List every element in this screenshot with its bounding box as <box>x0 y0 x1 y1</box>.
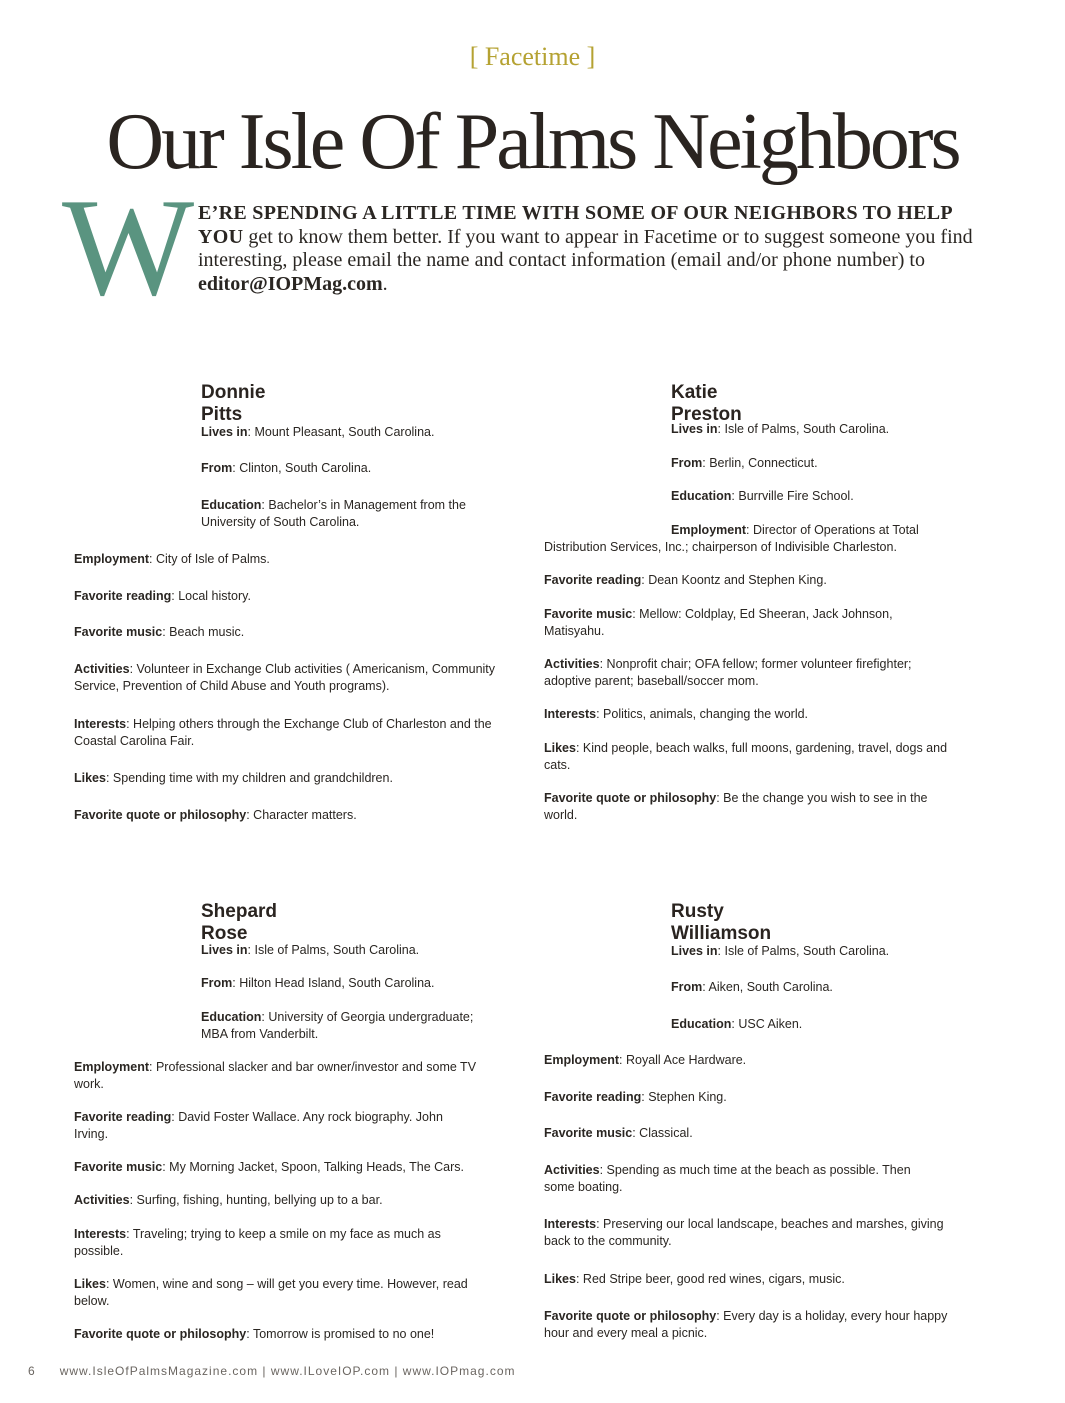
field-education: Education: University of Georgia undergraduate; MBA from Vanderbilt. <box>201 1010 474 1041</box>
profile-name: Katie Preston <box>671 382 742 425</box>
field-favorite-reading: Favorite reading: Stephen King. <box>544 1090 727 1104</box>
field-favorite-reading: Favorite reading: Local history. <box>74 589 251 603</box>
field-favorite-music: Favorite music: Classical. <box>544 1126 693 1140</box>
field-lives-in: Lives in: Isle of Palms, South Carolina. <box>671 422 890 436</box>
field-favorite-music: Favorite music: Beach music. <box>74 625 245 639</box>
field-favorite-quote: Favorite quote or philosophy: Be the change you wish to see in the world. <box>544 791 928 822</box>
field-favorite-quote: Favorite quote or philosophy: Tomorrow is promised to no one! <box>74 1327 435 1341</box>
field-activities: Activities: Nonprofit chair; OFA fellow; former volunteer firefighter; adoptive parent; baseball/soccer mom. <box>544 657 912 688</box>
field-education: Education: Bachelor’s in Management from the University of South Carolina. <box>201 498 466 529</box>
profile-name: Shepard Rose <box>201 901 278 944</box>
profile-name: Rusty Williamson <box>671 901 772 944</box>
field-education: Education: Burrville Fire School. <box>671 489 854 503</box>
field-favorite-reading: Favorite reading: David Foster Wallace. Any rock biography. John Irving. <box>74 1110 443 1141</box>
field-activities: Activities: Volunteer in Exchange Club activities ( Americanism, Community Service, Prevention of Child Abuse and Youth programs). <box>74 662 496 693</box>
footer-links[interactable]: www.IsleOfPalmsMagazine.com | www.ILoveIOP.com | www.IOPmag.com <box>59 1364 516 1378</box>
field-favorite-reading: Favorite reading: Dean Koontz and Stephen King. <box>544 573 827 587</box>
field-from: From: Clinton, South Carolina. <box>201 461 372 475</box>
field-activities: Activities: Surfing, fishing, hunting, bellying up to a bar. <box>74 1193 383 1207</box>
section-tag: [ Facetime ] <box>469 42 596 71</box>
field-likes: Likes: Kind people, beach walks, full moons, gardening, travel, dogs and cats. <box>544 741 948 772</box>
field-likes: Likes: Red Stripe beer, good red wines, cigars, music. <box>544 1272 845 1286</box>
field-lives-in: Lives in: Isle of Palms, South Carolina. <box>201 943 420 957</box>
field-favorite-quote: Favorite quote or philosophy: Every day is a holiday, every hour happy hour and every meal a picnic. <box>544 1309 948 1340</box>
field-activities: Activities: Spending as much time at the beach as possible. Then some boating. <box>544 1163 911 1194</box>
field-from: From: Hilton Head Island, South Carolina. <box>201 976 435 990</box>
field-from: From: Aiken, South Carolina. <box>671 980 833 994</box>
intro-body: get to know them better. If you want to appear in Facetime or to suggest someone you find interesting, please email the name and contact information (email and/or phone number) to <box>198 225 973 271</box>
field-interests: Interests: Traveling; trying to keep a smile on my face as much as possible. <box>74 1227 441 1258</box>
field-education: Education: USC Aiken. <box>671 1017 803 1031</box>
field-employment: Employment: Professional slacker and bar owner/investor and some TV work. <box>74 1060 477 1091</box>
field-favorite-quote: Favorite quote or philosophy: Character matters. <box>74 808 357 822</box>
editor-email-link[interactable]: editor@IOPMag.com <box>198 272 383 295</box>
field-interests: Interests: Politics, animals, changing the world. <box>544 707 809 721</box>
field-lives-in: Lives in: Isle of Palms, South Carolina. <box>671 944 890 958</box>
field-from: From: Berlin, Connecticut. <box>671 456 818 470</box>
field-likes: Likes: Spending time with my children and grandchildren. <box>74 771 393 785</box>
intro-lead: E’RE SPENDING A LITTLE TIME WITH SOME OF OUR NEIGHBORS TO HELP YOU <box>198 202 952 248</box>
field-likes: Likes: Women, wine and song – will get you every time. However, read below. <box>74 1277 468 1308</box>
field-favorite-music: Favorite music: Mellow: Coldplay, Ed Sheeran, Jack Johnson, Matisyahu. <box>544 607 893 638</box>
field-lives-in: Lives in: Mount Pleasant, South Carolina. <box>201 425 435 439</box>
field-employment: Employment: Royall Ace Hardware. <box>544 1053 747 1067</box>
field-interests: Interests: Helping others through the Exchange Club of Charleston and the Coastal Carolina Fair. <box>74 717 492 748</box>
page-footer <box>28 1364 516 1378</box>
intro-paragraph <box>198 202 978 296</box>
page-number: 6 <box>28 1364 36 1378</box>
intro-end: . <box>382 272 388 295</box>
field-interests: Interests: Preserving our local landscape, beaches and marshes, giving back to the community. <box>544 1217 944 1248</box>
profile-name: Donnie Pitts <box>201 382 266 425</box>
field-employment: Employment: Director of Operations at Total Distribution Services, Inc.; chairperson of Indivisible Charleston. <box>544 523 919 554</box>
drop-cap: W <box>62 170 195 325</box>
page-title: Our Isle Of Palms Neighbors <box>106 98 959 186</box>
field-employment: Employment: City of Isle of Palms. <box>74 552 270 566</box>
field-favorite-music: Favorite music: My Morning Jacket, Spoon, Talking Heads, The Cars. <box>74 1160 464 1174</box>
